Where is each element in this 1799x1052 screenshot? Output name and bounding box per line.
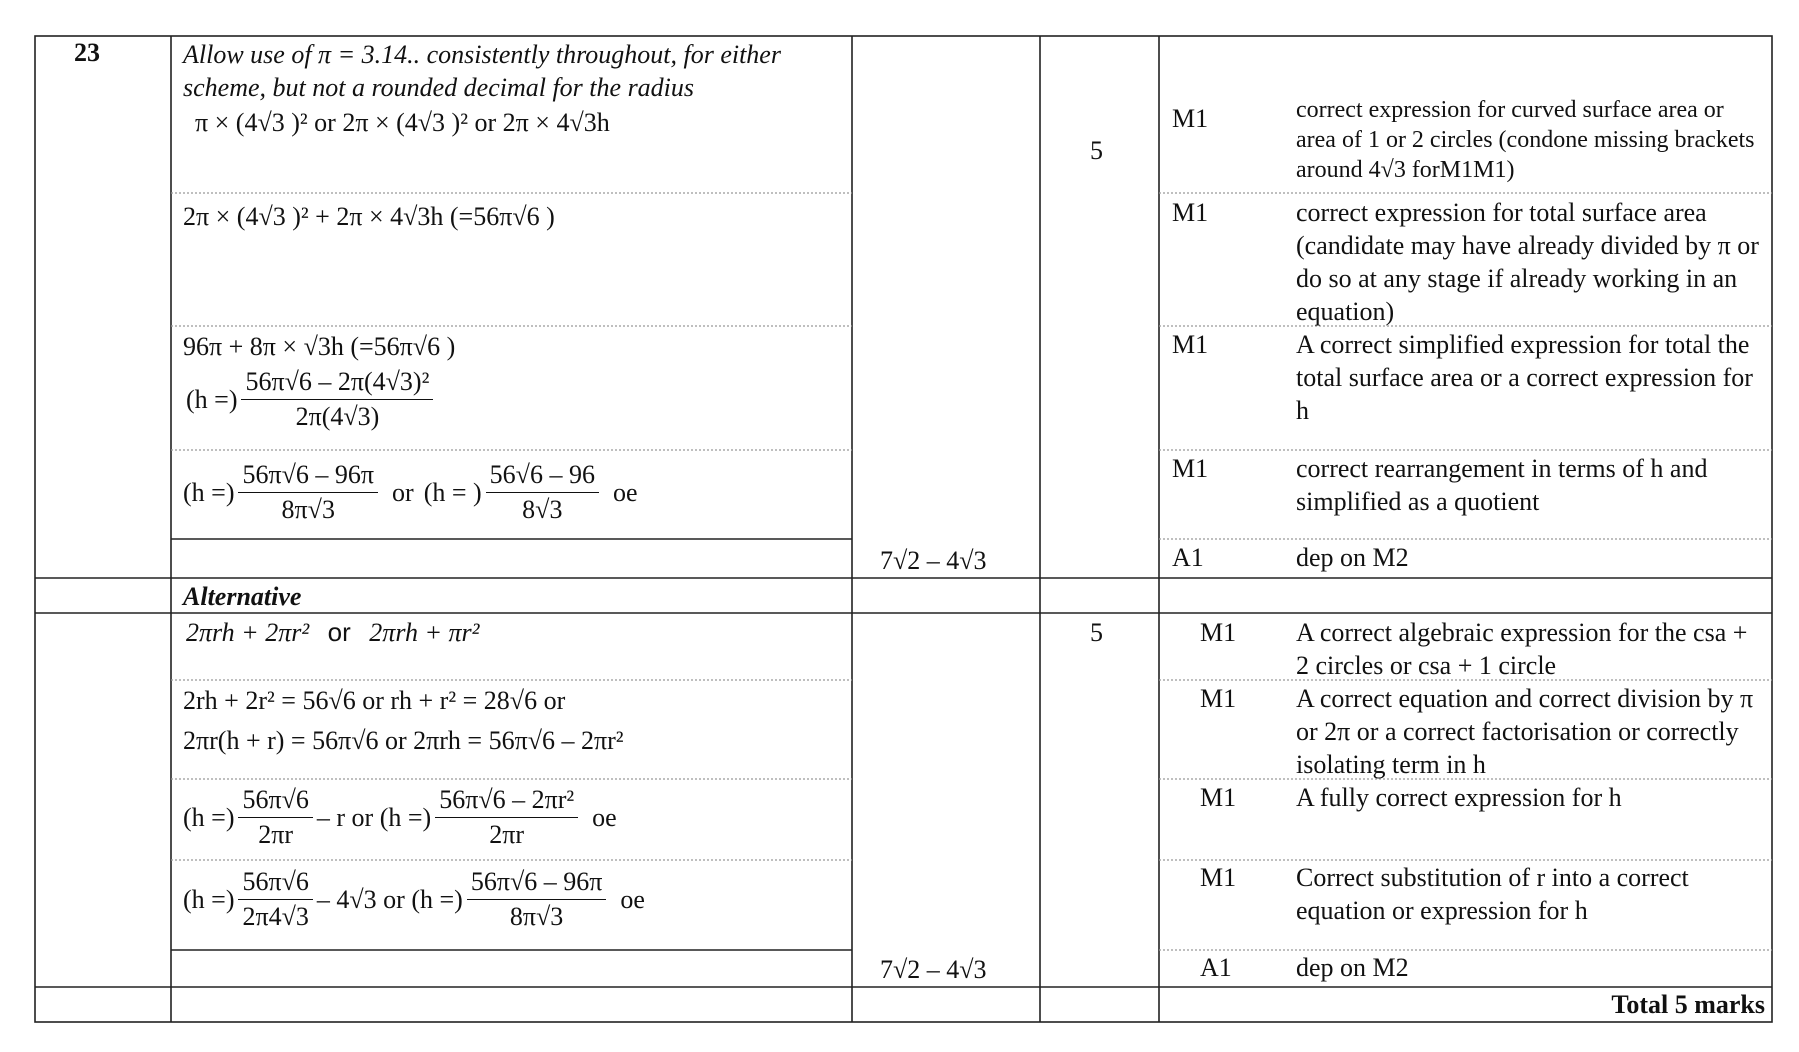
h-lhs: (h =) <box>183 478 235 507</box>
or-text: or <box>327 617 351 647</box>
numerator: 56π√6 <box>238 866 312 900</box>
guidance-text: A fully correct expression for h <box>1296 783 1622 812</box>
or-text: or <box>392 478 414 507</box>
fraction-1 <box>238 866 312 933</box>
alt-marks: 5 <box>1090 618 1103 647</box>
denominator: 8√3 <box>522 495 563 524</box>
mark-code: A1 <box>1172 543 1204 572</box>
method-note: Allow use of π = 3.14.. consistently throughout, for either scheme, but not a rounded decimal for the radius <box>183 40 781 102</box>
alt-working-row-2-line2: 2πr(h + r) = 56π√6 or 2πrh = 56π√6 – 2πr² <box>183 726 624 755</box>
working-row-3-fraction <box>186 366 437 433</box>
fraction-2 <box>467 866 607 933</box>
h-lhs: (h =) <box>183 803 235 832</box>
fraction-1 <box>238 784 312 851</box>
mark-code: M1 <box>1200 684 1237 713</box>
guidance-text: dep on M2 <box>1296 953 1409 982</box>
alt-working-row-4 <box>183 866 645 933</box>
mid-text: – 4√3 or (h =) <box>316 885 463 914</box>
denominator: 2π4√3 <box>242 902 309 931</box>
numerator: 56π√6 – 96π <box>238 459 378 493</box>
numerator: 56π√6 <box>238 784 312 818</box>
guidance-text: correct expression for total surface area (candidate may have already divided by π or do so at any stage if already working in an equation) <box>1296 198 1759 326</box>
guidance-text: A correct equation and correct division by π or 2π or a correct factorisation or correctly isolating term in h <box>1296 684 1754 779</box>
oe-text: oe <box>620 885 645 914</box>
h-lhs: (h =) <box>183 885 235 914</box>
mark-code: M1 <box>1200 783 1237 812</box>
guidance-text: correct expression for curved surface area or area of 1 or 2 circles (condone missing brackets around 4√3 forM1M1) <box>1296 97 1755 183</box>
oe-text: oe <box>612 478 638 507</box>
denominator: 2πr <box>489 820 525 849</box>
guidance-text: A correct algebraic expression for the csa + 2 circles or csa + 1 circle <box>1296 618 1748 680</box>
numerator: 56√6 – 96 <box>486 459 599 493</box>
total-marks: Total 5 marks <box>1611 990 1765 1019</box>
working-row-3-line1: 96π + 8π × √3h (=56π√6 ) <box>183 332 456 361</box>
mark-code: M1 <box>1200 863 1237 892</box>
denominator: 8π√3 <box>509 902 564 931</box>
guidance-text: dep on M2 <box>1296 543 1409 572</box>
mark-code: M1 <box>1172 104 1209 133</box>
alt-answer: 7√2 – 4√3 <box>880 955 987 984</box>
mark-code: M1 <box>1172 330 1209 359</box>
expression: 2πrh + πr² <box>369 618 480 647</box>
numerator: 56π√6 – 96π <box>467 866 607 900</box>
mid-text: – r or (h =) <box>316 803 432 832</box>
working-row-4 <box>183 459 638 526</box>
alt-working-row-3 <box>183 784 617 851</box>
expression: 2πrh + 2πr² <box>186 618 310 647</box>
fraction-2 <box>486 459 599 526</box>
numerator: 56π√6 – 2π(4√3)² <box>241 366 433 400</box>
mark-code: M1 <box>1200 618 1237 647</box>
guidance-text: correct rearrangement in terms of h and simplified as a quotient <box>1296 454 1708 516</box>
alt-working-row-1 <box>186 616 479 649</box>
marks: 5 <box>1090 136 1103 165</box>
mark-code: M1 <box>1172 454 1209 483</box>
alt-working-row-2-line1: 2rh + 2r² = 56√6 or rh + r² = 28√6 or <box>183 686 566 715</box>
h-lhs: (h = ) <box>423 478 482 507</box>
denominator: 2π(4√3) <box>295 402 380 431</box>
oe-text: oe <box>592 803 617 832</box>
numerator: 56π√6 – 2πr² <box>435 784 578 818</box>
fraction <box>241 366 433 433</box>
question-number: 23 <box>74 38 100 67</box>
denominator: 2πr <box>258 820 294 849</box>
mark-code: A1 <box>1200 953 1232 982</box>
answer: 7√2 – 4√3 <box>880 546 987 575</box>
fraction-2 <box>435 784 578 851</box>
fraction-1 <box>238 459 378 526</box>
working-row-2: 2π × (4√3 )² + 2π × 4√3h (=56π√6 ) <box>183 202 555 231</box>
working-row-1: π × (4√3 )² or 2π × (4√3 )² or 2π × 4√3h <box>195 108 610 137</box>
mark-code: M1 <box>1172 198 1209 227</box>
h-lhs: (h =) <box>186 385 238 414</box>
guidance-text: A correct simplified expression for total the total surface area or a correct expression for h <box>1296 330 1753 425</box>
alternative-heading: Alternative <box>183 582 302 611</box>
guidance-text: Correct substitution of r into a correct equation or expression for h <box>1296 863 1689 925</box>
denominator: 8π√3 <box>281 495 335 524</box>
